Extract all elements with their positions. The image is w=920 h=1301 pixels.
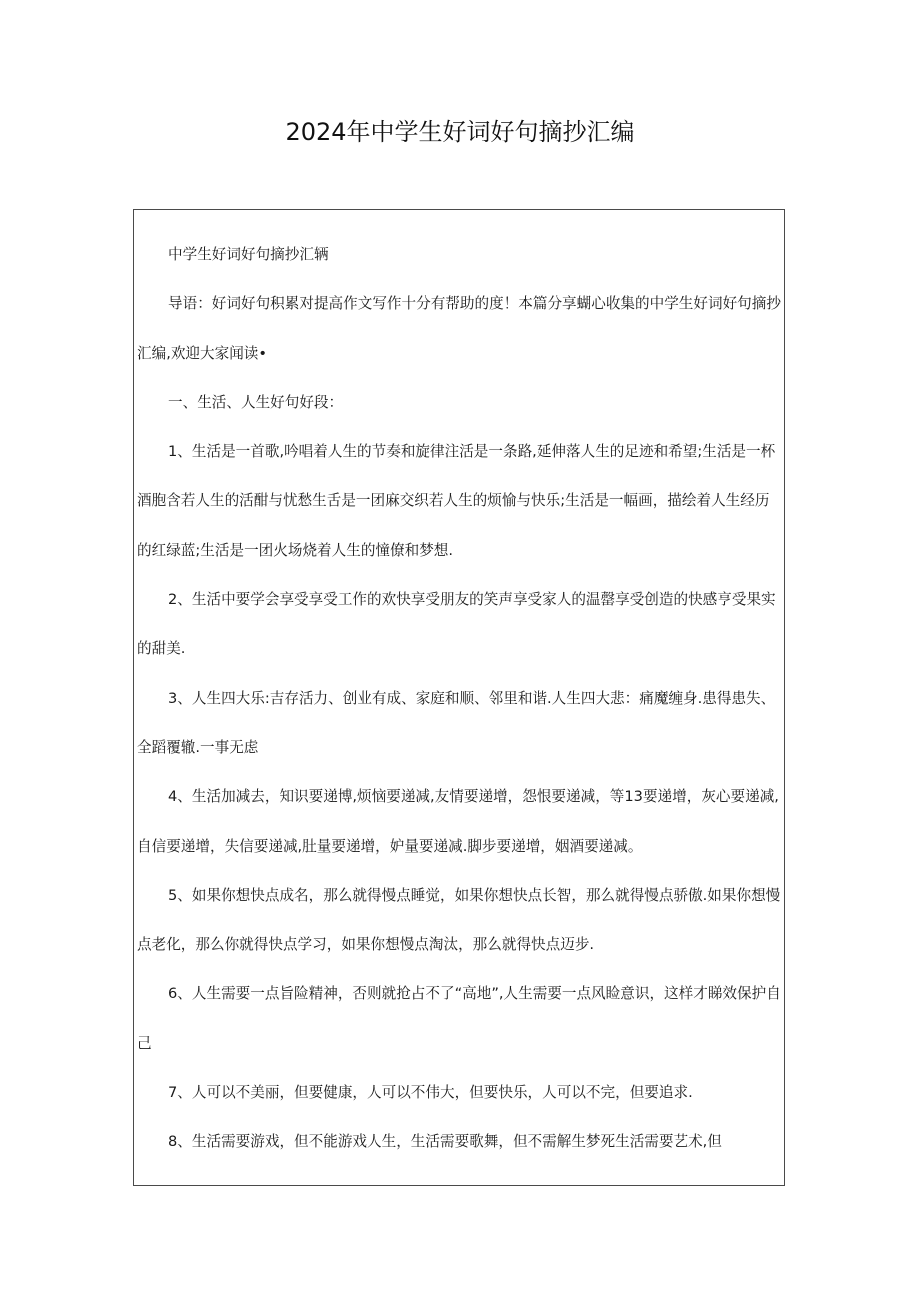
content-body <box>137 230 783 1167</box>
list-item-7: 7、人可以不美丽，但要健康，人可以不伟大，但要快乐，人可以不完，但要追求. <box>168 1084 693 1102</box>
list-item-5: 5、如果你想快点成名，那么就得慢点睡觉，如果你想快点长智，那么就得慢点骄傲.如果你想慢点老化，那么你就得快点学习，如果你想慢点淘汰，那么就得快点迈步. <box>137 886 781 954</box>
list-item-3: 3、人生四大乐:吉存活力、创业有成、家庭和顺、邻里和谐.人生四大悲：痛魔缠身.患得患失、全蹈覆辙.一事无虑 <box>137 689 776 756</box>
intro-paragraph: 导语：好词好句积累对提高作文写作十分有帮助的度！本篇分享蝴心收集的中学生好词好句摘抄汇编,欢迎大家闻读• <box>137 295 781 362</box>
document-title: 2024年中学生好词好句摘抄汇编 <box>285 118 635 146</box>
subtitle-paragraph: 中学生好词好句摘抄汇辆 <box>168 246 329 263</box>
list-item-4: 4、生活加减去，知识要递博,烦恼要递减,友情要递增，怨恨要递减，等13要递增，灰心要递减,自信要递增，失信要递减,肚量要递增，妒量要递减.脚步要递增，姻酒要递减。 <box>137 788 779 855</box>
list-item-8: 8、生活需要游戏，但不能游戏人生，生活需要歌舞，但不需解生梦死生活需要艺术,但 <box>168 1133 722 1151</box>
section-heading: 一、生活、人生好句好段： <box>168 393 344 411</box>
list-item-1: 1、生活是一首歌,吟唱着人生的节奏和旋律注活是一条路,延伸落人生的足迹和希望;生活是一杯酒胞含若人生的活酣与忧愁生舌是一团麻交织若人生的烦愉与快乐;生活是一幅画，描绘着人生经历的红绿蓝;生活是一团火场烧着人生的憧僚和梦想. <box>137 443 776 559</box>
list-item-6: 6、人生需要一点旨险精神，否则就抢占不了“高地”,人生需要一点风睑意识，这样才睇效保护自己 <box>137 985 781 1052</box>
list-item-2: 2、生活中要学会享受享受工作的欢快享受朋友的笑声享受家人的温罄享受创造的快感亨受果实的甜美. <box>137 591 776 658</box>
content-frame <box>133 209 785 1186</box>
